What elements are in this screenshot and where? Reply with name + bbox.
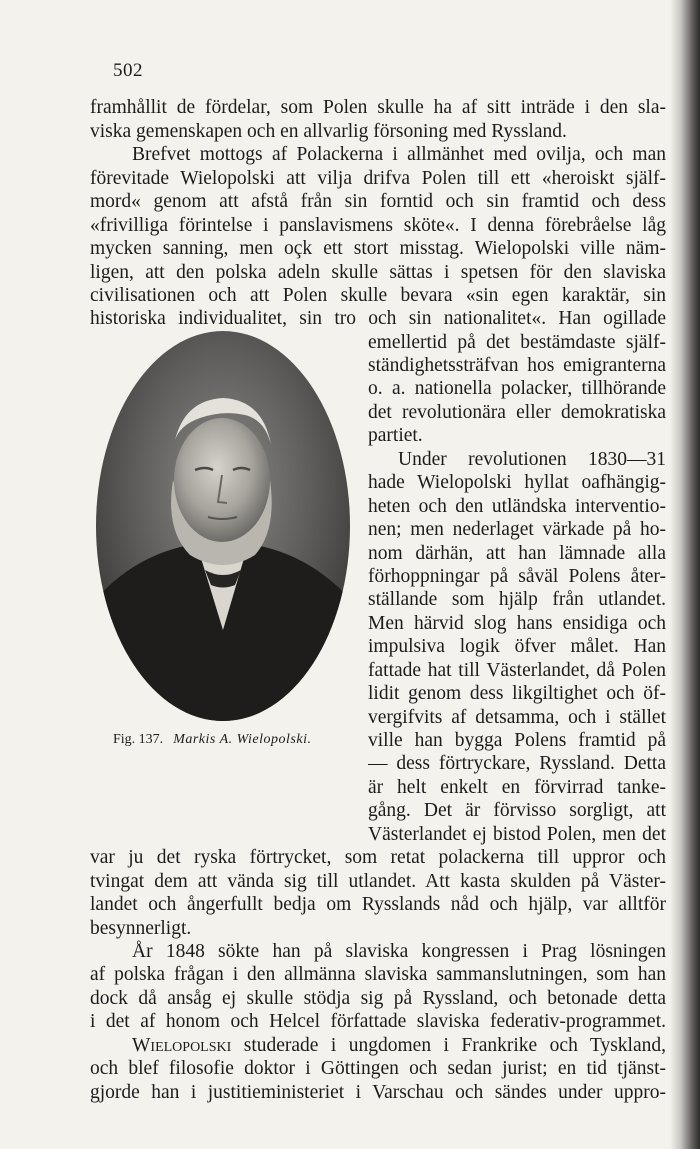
text-line: var ju det ryska förtrycket, som retat polackerna till uppror och [90, 847, 666, 868]
text-line: dock då ansåg ej skulle stödja sig på Ryssland, och betonade detta [90, 988, 666, 1009]
text-line: Under revolutionen 1830—31 [398, 449, 666, 470]
text-line: År 1848 sökte han på slaviska kongressen i Prag lösningen [132, 941, 666, 962]
figure-number: Fig. 137. [113, 732, 164, 747]
text-line: förhoppningar på såväl Polens åter- [368, 566, 666, 587]
text-line: i det af honom och Helcel författade slaviska federativ-programmet. [90, 1011, 666, 1032]
text-line: mord« genom att afstå från sin forntid och sin framtid och dess [90, 191, 666, 212]
text-line: är helt enkelt en förvirrad tanke- [368, 777, 666, 798]
text-line: besynnerligt. [90, 918, 192, 939]
text-line: — dess förtryckare, Ryssland. Detta [368, 753, 666, 774]
text-line: tvingat dem att vända sig till utlandet. Att kasta skulden på Väster- [90, 871, 666, 892]
text-line: civilisationen och att Polen skulle bevara «sin egen karaktär, sin [90, 285, 666, 306]
text-line: nom därhän, att han lämnade alla [368, 543, 666, 564]
text-line: förevitade Wielopolski att vilja drifva Polen till ett «heroiskt själf- [90, 168, 666, 189]
text-line-smallcaps-start [90, 1034, 666, 1058]
text-line: fattade hat till Västerlandet, då Polen [368, 660, 666, 681]
text-line: historiska individualitet, sin tro och sin nationalitet«. Han ogillade [90, 308, 666, 329]
text-line: gång. Det är förvisso sorgligt, att [368, 800, 666, 821]
text-line: hade Wielopolski hyllat oafhängig- [368, 472, 666, 493]
text-line: vergifvits af detsamma, och i stället [368, 707, 666, 728]
text-line: landet och ångerfullt bedja om Rysslands nåd och hjälp, var alltför [90, 894, 666, 915]
author-name-smallcaps: Wielopolski [132, 1035, 232, 1056]
text-line: emellertid på det bestämdaste själf- [368, 332, 666, 353]
text-line: impulsiva logik öfver målet. Han [368, 636, 666, 657]
figure-title: Markis A. Wielopolski. [173, 732, 312, 747]
text-line: ställande som hjälp från utlandet. [368, 589, 666, 610]
text-line: framhållit de fördelar, som Polen skulle ha af sitt inträde i den sla- [90, 97, 666, 118]
portrait-illustration [95, 330, 351, 722]
text-line: heten och den utländska interventio- [368, 496, 666, 517]
text-span: studerade i ungdomen i Frankrike och Tyskland, [231, 1035, 666, 1056]
page-number: 502 [113, 60, 143, 81]
text-line: nen; men nederlaget värkade på ho- [368, 519, 666, 540]
text-line: ville han bygga Polens framtid på [368, 730, 666, 751]
text-line: gjorde han i justitieministeriet i Varschau och sändes under uppro- [90, 1082, 666, 1103]
text-line: af polska frågan i den allmänna slaviska sammanslutningen, som han [90, 964, 666, 985]
text-line: ligen, att den polska adeln skulle sättas i spetsen för den slaviska [90, 262, 666, 283]
text-line: o. a. nationella polacker, tillhörande [368, 378, 666, 399]
page-edge-shadow [670, 0, 700, 1149]
figure-caption [113, 732, 311, 748]
text-line: partiet. [368, 425, 423, 446]
text-line: lidit genom dess likgiltighet och öf- [368, 683, 666, 704]
text-line: och blef filosofie doktor i Göttingen och sedan jurist; en tid tjänst- [90, 1058, 666, 1079]
text-line: Men härvid slog hans ensidiga och [368, 613, 666, 634]
text-line: det revolutionära eller demokratiska [368, 402, 666, 423]
text-line: mycken sanning, men oçk ett stort misstag. Wielopolski ville näm- [90, 238, 666, 259]
text-line: Brefvet mottogs af Polackerna i allmänhet med ovilja, och man [132, 144, 666, 165]
text-line: «frivilliga förintelse i panslavismens sköte«. I denna förebråelse låg [90, 215, 666, 236]
text-line: ständighetssträfvan hos emigranterna [368, 355, 666, 376]
text-line: viska gemenskapen och en allvarlig försoning med Ryssland. [90, 121, 567, 142]
text-line: Västerlandet ej bistod Polen, men det [368, 824, 666, 845]
